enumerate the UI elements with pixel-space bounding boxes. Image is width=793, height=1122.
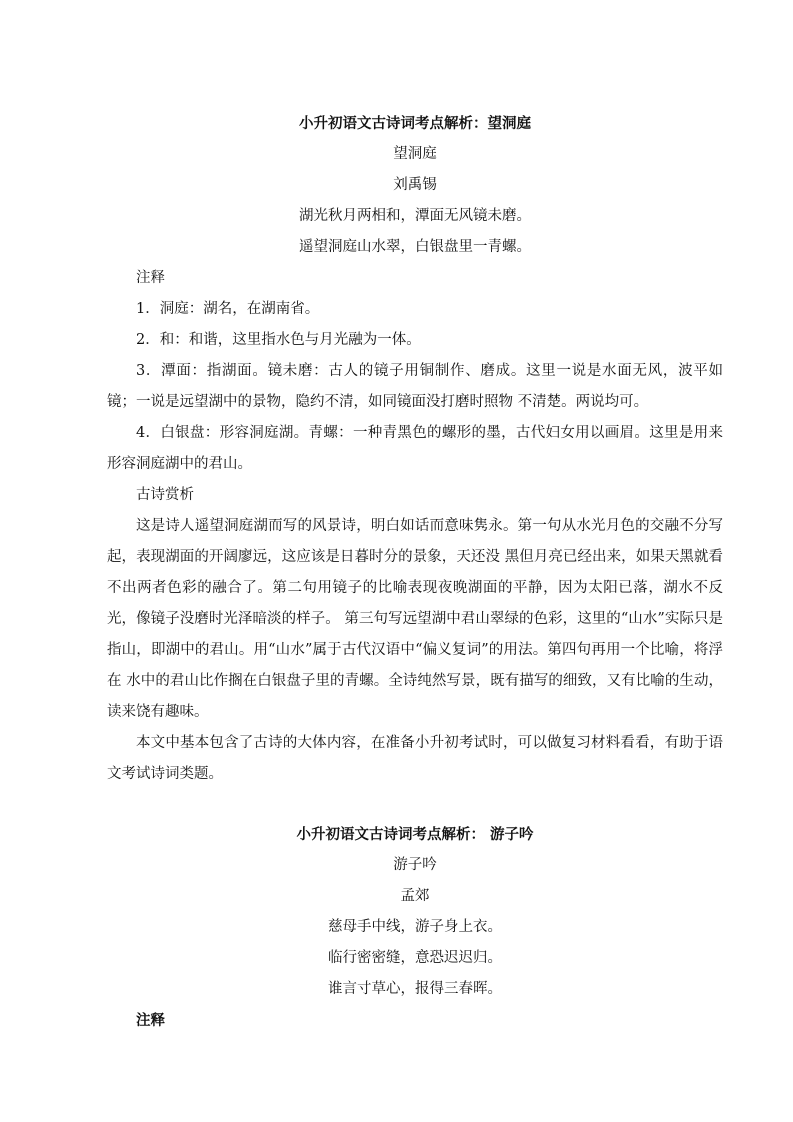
section1-note-3: 3．潭面：指湖面。镜未磨：古人的镜子用铜制作、磨成。这里一说是水面无风，波平如镜；一说是远望湖中的景物，隐约不清，如同镜面没打磨时照物 不清楚。两说均可。 xyxy=(107,363,723,410)
document-page xyxy=(107,108,723,1036)
section1-author: 刘禹锡 xyxy=(393,177,437,193)
section-spacer xyxy=(107,790,723,819)
section1-note-2: 2．和：和谐，这里指水色与月光融为一体。 xyxy=(136,332,421,348)
section1-poem-line-2: 遥望洞庭山水翠，白银盘里一青螺。 xyxy=(299,239,531,255)
section1-note-1: 1．洞庭：湖名，在湖南省。 xyxy=(136,301,320,317)
section1-appreciation-text: 这是诗人遥望洞庭湖而写的风景诗，明白如话而意味隽永。第一句从水光月色的交融不分写起，表现湖面的开阔廖远，这应该是日暮时分的景象，天还没 黑但月亮已经出来，如果天黑就看不出两者色彩的融合了。第二句用镜子的比喻表现夜晚湖面的平静，因为太阳已落，湖水不反光，像镜子没磨时光泽暗淡的样子。 第三句写远望湖中君山翠绿的色彩，这里的“山水”实际只是指山，即湖中的君山。用“山水”属于古代汉语中“偏义复词”的用法。第四句再用一个比喻，将浮在 水中的君山比作搁在白银盘子里的青螺。全诗纯然写景，既有描写的细致，又有比喻的生动，读来饶有趣味。 xyxy=(107,518,723,720)
section2-author: 孟郊 xyxy=(400,888,430,904)
section1-summary-text: 本文中基本包含了古诗的大体内容，在准备小升初考试时，可以做复习材料看看，有助于语文考试诗词类题。 xyxy=(107,735,723,782)
section2-notes-heading: 注释 xyxy=(136,1012,165,1029)
section1-poem-title: 望洞庭 xyxy=(393,146,437,162)
section2-poem-line-1: 慈母手中线，游子身上衣。 xyxy=(328,919,502,935)
section1-appreciation-heading: 古诗赏析 xyxy=(136,487,194,503)
section2-poem-line-3: 谁言寸草心，报得三春晖。 xyxy=(328,981,502,997)
section1-note-4: 4．白银盘：形容洞庭湖。青螺：一种青黑色的螺形的墨，古代妇女用以画眉。这里是用来形容洞庭湖中的君山。 xyxy=(107,425,723,472)
section1-poem-line-1: 湖光秋月两相和，潭面无风镜未磨。 xyxy=(299,208,531,224)
section2-title: 小升初语文古诗词考点解析： 游子吟 xyxy=(296,826,534,843)
section1-title: 小升初语文古诗词考点解析：望洞庭 xyxy=(299,115,531,132)
section2-poem-title: 游子吟 xyxy=(393,857,437,873)
section1-notes-heading: 注释 xyxy=(136,270,165,286)
section2-poem-line-2: 临行密密缝，意恐迟迟归。 xyxy=(328,950,502,966)
